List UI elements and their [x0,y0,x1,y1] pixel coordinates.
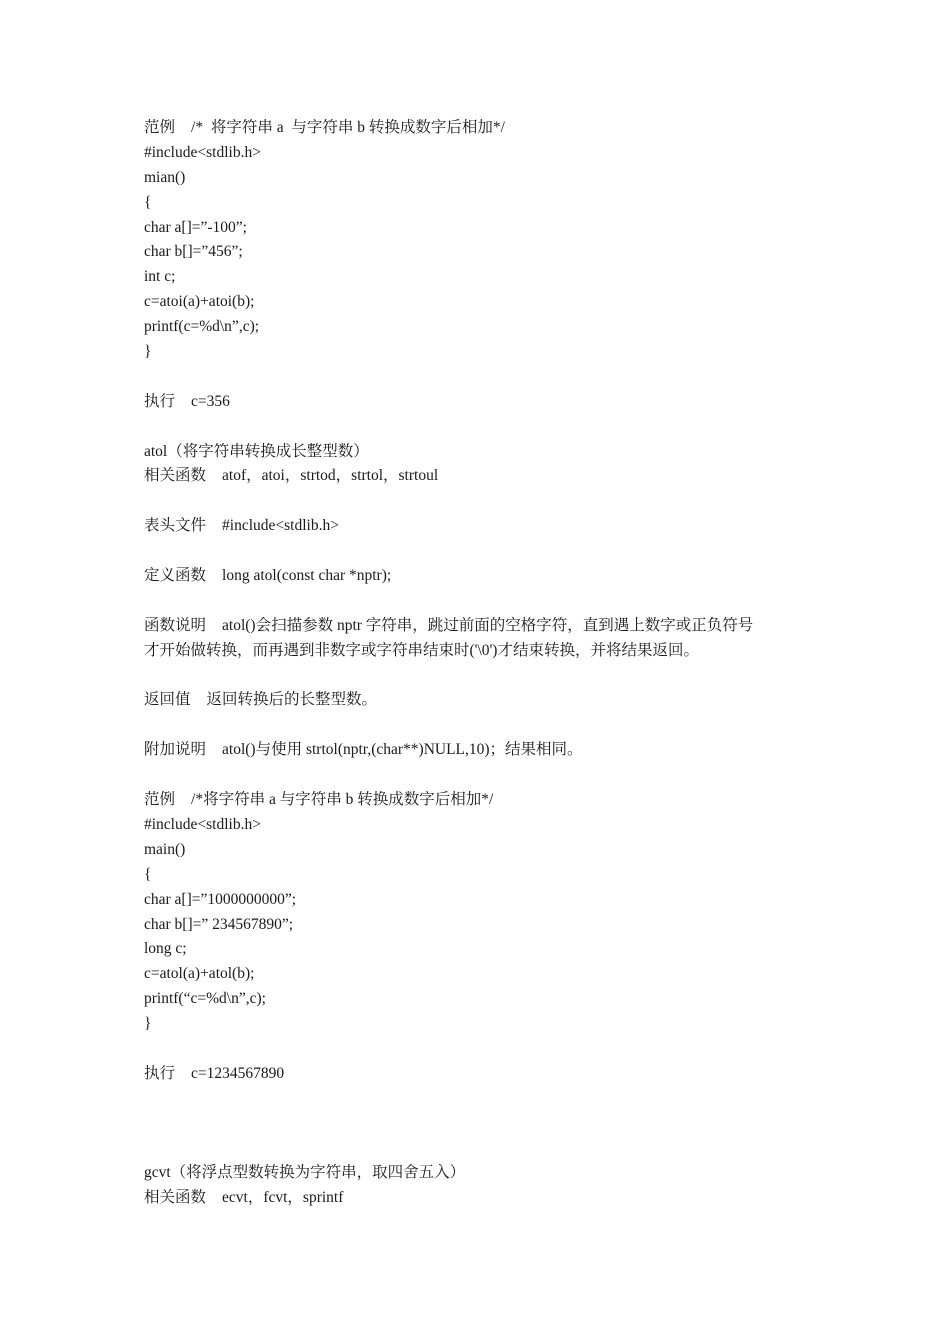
code-line: } [144,1015,152,1033]
code-line: long c; [144,940,187,958]
code-line: c=atol(a)+atol(b); [144,965,255,983]
code-line: char b[]=”456”; [144,243,243,261]
example2-header [144,788,814,813]
related-label: 相关函数 [144,1189,207,1207]
code-line: #include<stdlib.h> [144,143,261,161]
header-file-value: #include<stdlib.h> [222,517,339,535]
atol-return [144,688,814,713]
atol-header-file [144,514,814,539]
code-line: printf(c=%d\n”,c); [144,318,260,336]
definition-value: long atol(const char *nptr); [222,567,392,585]
example1-exec [144,390,814,415]
exec-value: c=1234567890 [191,1064,285,1082]
extra-label: 附加说明 [144,741,207,759]
related-value: ecvt，fcvt，sprintf [222,1189,344,1207]
related-value: atof，atoi，strtod，strtol，strtoul [222,467,439,485]
related-label: 相关函数 [144,467,207,485]
code-line: printf(“c=%d\n”,c); [144,990,266,1008]
document-body [144,116,814,1211]
atol-related [144,464,814,489]
definition-label: 定义函数 [144,567,207,585]
code-line: { [144,193,152,211]
code-line: { [144,865,152,883]
return-label: 返回值 [144,691,191,709]
atol-description-line2: 才开始做转换，而再遇到非数字或字符串结束时('\0')才结束转换，并将结果返回。 [144,641,699,659]
extra-value: atol()与使用 strtol(nptr,(char**)NULL,10)；结果相同。 [222,741,583,759]
description-text: atol()会扫描参数 nptr 字符串，跳过前面的空格字符，直到遇上数字或正负符号 [222,616,754,634]
code-line: char a[]=”-100”; [144,218,247,236]
example-label: 范例 [144,119,176,136]
gcvt-related [144,1186,814,1211]
example-label: 范例 [144,791,176,809]
code-line: mian() [144,168,186,186]
example2-exec [144,1062,814,1087]
exec-value: c=356 [191,392,230,410]
gcvt-title: gcvt（将浮点型数转换为字符串，取四舍五入） [144,1164,466,1182]
code-line: c=atoi(a)+atoi(b); [144,293,255,311]
code-line: #include<stdlib.h> [144,815,261,833]
code-line: main() [144,840,186,858]
atol-description-line1 [144,614,814,639]
atol-definition [144,564,814,589]
code-line: char a[]=”1000000000”; [144,890,297,908]
header-file-label: 表头文件 [144,517,207,535]
description-label: 函数说明 [144,616,207,634]
example-comment: /* 将字符串 a 与字符串 b 转换成数字后相加*/ [191,119,505,136]
exec-label: 执行 [144,1064,176,1082]
return-value: 返回转换后的长整型数。 [206,691,378,709]
code-line: int c; [144,268,176,286]
example-comment: /*将字符串 a 与字符串 b 转换成数字后相加*/ [191,791,494,809]
exec-label: 执行 [144,392,176,410]
code-line: } [144,343,152,361]
atol-title: atol（将字符串转换成长整型数） [144,442,369,460]
atol-extra [144,738,814,763]
example1-header [144,116,814,141]
code-line: char b[]=” 234567890”; [144,915,294,933]
